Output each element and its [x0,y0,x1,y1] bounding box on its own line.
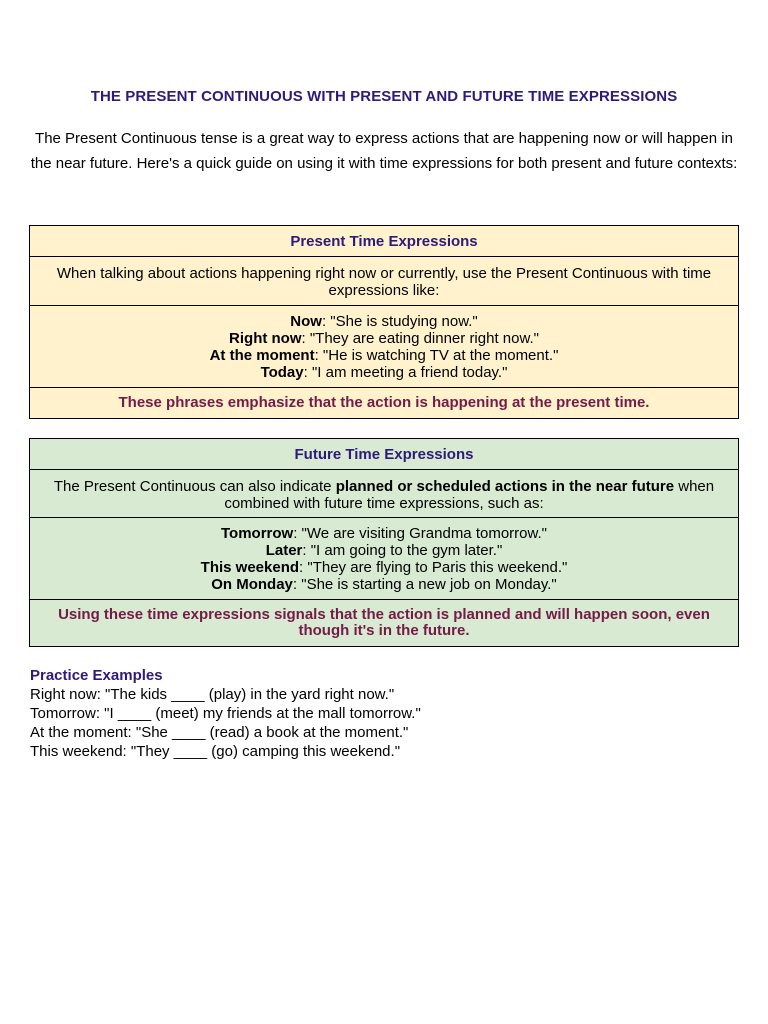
present-emphasis: These phrases emphasize that the action is happening at the present time. [30,388,738,419]
practice-line: Tomorrow: "I ____ (meet) my friends at the mall tomorrow." [30,705,421,722]
future-description-start: The Present Continuous can also indicate [53,478,336,495]
expression-term: Now [290,313,322,330]
expression-example: : "She is starting a new job on Monday." [292,576,557,593]
list-item [40,525,728,542]
list-item [40,330,728,347]
expression-example: : "I am going to the gym later." [302,542,503,559]
future-expressions-table [29,438,739,647]
expression-term: This weekend [200,559,300,576]
page-title: THE PRESENT CONTINUOUS WITH PRESENT AND FUTURE TIME EXPRESSIONS [90,88,678,105]
expression-example: : "She is studying now." [321,313,478,330]
expression-example: : "They are eating dinner right now." [301,330,539,347]
present-description: When talking about actions happening right now or currently, use the Present Continuous with time expressions like: [30,257,738,306]
future-description [30,470,738,518]
list-item [40,542,728,559]
future-heading: Future Time Expressions [30,439,738,470]
list-item [40,364,728,381]
expression-example: : "We are visiting Grandma tomorrow." [293,525,547,542]
future-examples-list [30,518,738,600]
practice-section [30,666,421,761]
expression-term: Later [265,542,303,559]
list-item [40,347,728,364]
expression-example: : "He is watching TV at the moment." [314,347,559,364]
list-item [40,313,728,330]
expression-term: Today [260,364,304,381]
expression-term: At the moment [209,347,315,364]
expression-example: : "I am meeting a friend today." [303,364,508,381]
present-heading: Present Time Expressions [30,226,738,257]
expression-term: Tomorrow [220,525,294,542]
expression-term: Right now [229,330,302,347]
future-description-bold: planned or scheduled actions in the near future [335,478,675,495]
expression-example: : "They are flying to Paris this weekend." [299,559,568,576]
future-description-end: when combined with future time expressions, such as: [224,478,715,512]
future-emphasis: Using these time expressions signals that the action is planned and will happen soon, even though it's in the future. [30,600,738,647]
practice-line: At the moment: "She ____ (read) a book at the moment." [30,724,409,741]
practice-line: This weekend: "They ____ (go) camping this weekend." [30,743,401,760]
practice-heading: Practice Examples [30,667,163,684]
list-item [40,559,728,576]
practice-line: Right now: "The kids ____ (play) in the yard right now." [30,686,395,703]
intro-paragraph: The Present Continuous tense is a great way to express actions that are happening now or will happen in the near future. Here's a quick guide on using it with time expressions for both present and future contexts: [30,130,738,172]
present-examples-list [30,306,738,388]
list-item [40,576,728,593]
present-expressions-table [29,225,739,419]
expression-term: On Monday [211,576,293,593]
